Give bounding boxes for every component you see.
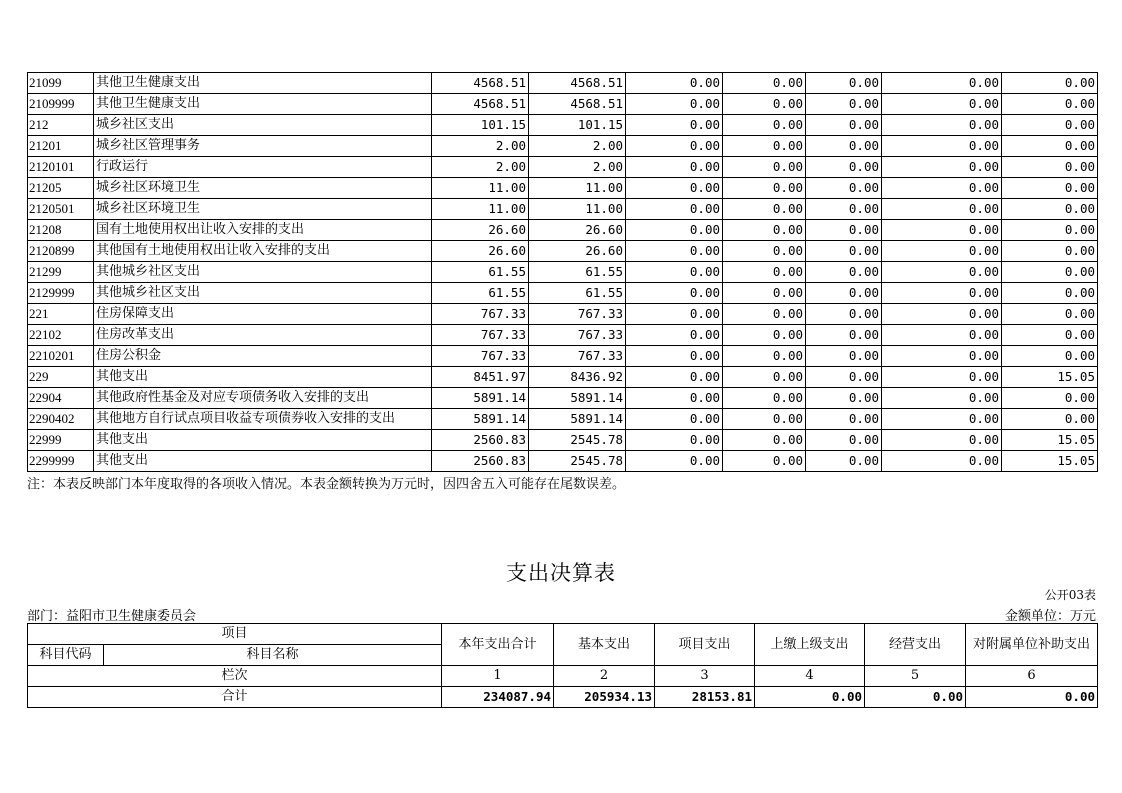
expenditure-table xyxy=(27,623,1098,708)
amount-cell: 0.00 xyxy=(882,325,1002,346)
amount-cell: 11.00 xyxy=(529,199,626,220)
amount-cell: 0.00 xyxy=(723,262,806,283)
amount-cell: 0.00 xyxy=(626,262,723,283)
amount-cell: 0.00 xyxy=(806,136,882,157)
amount-cell: 767.33 xyxy=(529,346,626,367)
amount-cell: 767.33 xyxy=(529,304,626,325)
amount-cell: 2545.78 xyxy=(529,451,626,472)
amount-cell: 0.00 xyxy=(626,367,723,388)
table-row xyxy=(28,178,1098,199)
amount-cell: 0.00 xyxy=(1002,388,1098,409)
amount-cell: 0.00 xyxy=(806,262,882,283)
amount-cell: 767.33 xyxy=(529,325,626,346)
subject-code-cell: 212 xyxy=(28,115,94,136)
amount-cell: 0.00 xyxy=(806,115,882,136)
amount-cell: 0.00 xyxy=(882,178,1002,199)
amount-cell: 4568.51 xyxy=(432,94,529,115)
table-row xyxy=(28,388,1098,409)
subject-code-cell: 22102 xyxy=(28,325,94,346)
amount-cell: 0.00 xyxy=(882,115,1002,136)
amount-cell: 2545.78 xyxy=(529,430,626,451)
table-row xyxy=(28,346,1098,367)
amount-cell: 0.00 xyxy=(626,157,723,178)
amount-cell: 0.00 xyxy=(723,115,806,136)
subject-name-cell: 住房保障支出 xyxy=(94,304,432,325)
amount-cell: 0.00 xyxy=(626,115,723,136)
subject-code-cell: 221 xyxy=(28,304,94,325)
amount-cell: 61.55 xyxy=(432,262,529,283)
header-project-expenditure: 项目支出 xyxy=(655,624,755,666)
amount-cell: 0.00 xyxy=(882,136,1002,157)
total-value: 205934.13 xyxy=(554,687,655,708)
amount-cell: 0.00 xyxy=(1002,241,1098,262)
amount-cell: 26.60 xyxy=(432,220,529,241)
amount-cell: 0.00 xyxy=(723,451,806,472)
subject-name-cell: 城乡社区管理事务 xyxy=(94,136,432,157)
amount-cell: 0.00 xyxy=(882,157,1002,178)
amount-cell: 2560.83 xyxy=(432,451,529,472)
subject-code-cell: 22904 xyxy=(28,388,94,409)
header-subject-code: 科目代码 xyxy=(28,645,104,666)
amount-cell: 101.15 xyxy=(529,115,626,136)
amount-cell: 15.05 xyxy=(1002,367,1098,388)
amount-cell: 0.00 xyxy=(626,451,723,472)
header-basic-expenditure: 基本支出 xyxy=(554,624,655,666)
amount-cell: 0.00 xyxy=(723,178,806,199)
amount-cell: 4568.51 xyxy=(432,73,529,94)
subject-name-cell: 其他支出 xyxy=(94,451,432,472)
subject-code-cell: 2210201 xyxy=(28,346,94,367)
total-value: 0.00 xyxy=(966,687,1098,708)
table-row xyxy=(28,262,1098,283)
amount-cell: 0.00 xyxy=(626,220,723,241)
subject-name-cell: 城乡社区环境卫生 xyxy=(94,178,432,199)
amount-cell: 0.00 xyxy=(723,325,806,346)
amount-cell: 0.00 xyxy=(723,73,806,94)
subject-name-cell: 其他支出 xyxy=(94,430,432,451)
table-row xyxy=(28,241,1098,262)
amount-cell: 2.00 xyxy=(432,157,529,178)
header-operating-expenditure: 经营支出 xyxy=(865,624,966,666)
index-number: 3 xyxy=(655,666,755,687)
subject-name-cell: 住房公积金 xyxy=(94,346,432,367)
amount-cell: 0.00 xyxy=(1002,409,1098,430)
amount-cell: 26.60 xyxy=(529,241,626,262)
total-value: 28153.81 xyxy=(655,687,755,708)
amount-cell: 0.00 xyxy=(1002,262,1098,283)
amount-cell: 2.00 xyxy=(529,136,626,157)
subject-name-cell: 行政运行 xyxy=(94,157,432,178)
subject-code-cell: 21208 xyxy=(28,220,94,241)
index-row xyxy=(28,666,1098,687)
amount-cell: 0.00 xyxy=(626,325,723,346)
amount-cell: 0.00 xyxy=(626,388,723,409)
amount-cell: 0.00 xyxy=(1002,304,1098,325)
amount-cell: 0.00 xyxy=(882,367,1002,388)
amount-cell: 0.00 xyxy=(882,283,1002,304)
index-number: 4 xyxy=(755,666,865,687)
amount-cell: 0.00 xyxy=(723,220,806,241)
table-row xyxy=(28,136,1098,157)
table-row xyxy=(28,304,1098,325)
amount-cell: 0.00 xyxy=(723,94,806,115)
amount-cell: 8436.92 xyxy=(529,367,626,388)
index-number: 5 xyxy=(865,666,966,687)
amount-cell: 11.00 xyxy=(432,199,529,220)
table-row xyxy=(28,94,1098,115)
amount-cell: 61.55 xyxy=(432,283,529,304)
amount-cell: 11.00 xyxy=(529,178,626,199)
amount-cell: 0.00 xyxy=(723,409,806,430)
amount-cell: 5891.14 xyxy=(529,388,626,409)
amount-cell: 0.00 xyxy=(882,199,1002,220)
header-project: 项目 xyxy=(28,624,442,645)
subject-code-cell: 2120899 xyxy=(28,241,94,262)
table-row xyxy=(28,199,1098,220)
amount-cell: 0.00 xyxy=(882,73,1002,94)
table-note: 注：本表反映部门本年度取得的各项收入情况。本表金额转换为万元时，因四舍五入可能存在尾数误差。 xyxy=(27,477,626,492)
amount-cell: 0.00 xyxy=(1002,199,1098,220)
total-value: 234087.94 xyxy=(442,687,554,708)
amount-cell: 2560.83 xyxy=(432,430,529,451)
amount-cell: 2.00 xyxy=(529,157,626,178)
amount-cell: 0.00 xyxy=(1002,136,1098,157)
index-number: 1 xyxy=(442,666,554,687)
amount-cell: 0.00 xyxy=(723,367,806,388)
table-row xyxy=(28,367,1098,388)
table-row xyxy=(28,283,1098,304)
amount-cell: 15.05 xyxy=(1002,451,1098,472)
table-row xyxy=(28,325,1098,346)
amount-cell: 0.00 xyxy=(806,367,882,388)
amount-cell: 0.00 xyxy=(723,430,806,451)
amount-cell: 0.00 xyxy=(1002,178,1098,199)
header-row xyxy=(28,624,1098,645)
amount-cell: 4568.51 xyxy=(529,94,626,115)
amount-cell: 0.00 xyxy=(1002,157,1098,178)
amount-cell: 0.00 xyxy=(723,241,806,262)
amount-unit-label: 金额单位：万元 xyxy=(1004,609,1096,624)
amount-cell: 0.00 xyxy=(882,241,1002,262)
subject-name-cell: 其他卫生健康支出 xyxy=(94,73,432,94)
amount-cell: 101.15 xyxy=(432,115,529,136)
amount-cell: 4568.51 xyxy=(529,73,626,94)
amount-cell: 767.33 xyxy=(432,304,529,325)
subject-code-cell: 21201 xyxy=(28,136,94,157)
amount-cell: 0.00 xyxy=(723,199,806,220)
amount-cell: 15.05 xyxy=(1002,430,1098,451)
index-label: 栏次 xyxy=(28,666,442,687)
amount-cell: 0.00 xyxy=(1002,220,1098,241)
total-row xyxy=(28,687,1098,708)
amount-cell: 0.00 xyxy=(806,283,882,304)
amount-cell: 0.00 xyxy=(806,346,882,367)
subject-code-cell: 21205 xyxy=(28,178,94,199)
amount-cell: 0.00 xyxy=(723,388,806,409)
subject-name-cell: 其他国有土地使用权出让收入安排的支出 xyxy=(94,241,432,262)
index-number: 2 xyxy=(554,666,655,687)
subject-name-cell: 其他城乡社区支出 xyxy=(94,283,432,304)
index-number: 6 xyxy=(966,666,1098,687)
department-label: 部门：益阳市卫生健康委员会 xyxy=(27,609,197,624)
amount-cell: 11.00 xyxy=(432,178,529,199)
amount-cell: 0.00 xyxy=(806,241,882,262)
amount-cell: 8451.97 xyxy=(432,367,529,388)
amount-cell: 0.00 xyxy=(806,304,882,325)
subject-name-cell: 其他政府性基金及对应专项债务收入安排的支出 xyxy=(94,388,432,409)
amount-cell: 0.00 xyxy=(806,94,882,115)
amount-cell: 61.55 xyxy=(529,283,626,304)
subject-code-cell: 21099 xyxy=(28,73,94,94)
subject-name-cell: 城乡社区环境卫生 xyxy=(94,199,432,220)
amount-cell: 0.00 xyxy=(1002,283,1098,304)
subject-name-cell: 其他卫生健康支出 xyxy=(94,94,432,115)
amount-cell: 0.00 xyxy=(626,409,723,430)
amount-cell: 5891.14 xyxy=(432,388,529,409)
amount-cell: 0.00 xyxy=(882,262,1002,283)
page-title: 支出决算表 xyxy=(506,561,616,585)
amount-cell: 0.00 xyxy=(806,220,882,241)
amount-cell: 0.00 xyxy=(806,451,882,472)
amount-cell: 0.00 xyxy=(806,325,882,346)
amount-cell: 0.00 xyxy=(723,283,806,304)
table-row xyxy=(28,220,1098,241)
amount-cell: 0.00 xyxy=(882,304,1002,325)
amount-cell: 0.00 xyxy=(806,157,882,178)
total-value: 0.00 xyxy=(755,687,865,708)
subject-name-cell: 其他支出 xyxy=(94,367,432,388)
amount-cell: 0.00 xyxy=(806,199,882,220)
table-row xyxy=(28,115,1098,136)
amount-cell: 0.00 xyxy=(882,430,1002,451)
amount-cell: 0.00 xyxy=(626,73,723,94)
amount-cell: 0.00 xyxy=(626,346,723,367)
subject-code-cell: 2290402 xyxy=(28,409,94,430)
amount-cell: 0.00 xyxy=(1002,94,1098,115)
amount-cell: 0.00 xyxy=(626,241,723,262)
table-row xyxy=(28,409,1098,430)
amount-cell: 26.60 xyxy=(529,220,626,241)
amount-cell: 0.00 xyxy=(723,157,806,178)
amount-cell: 0.00 xyxy=(626,199,723,220)
amount-cell: 0.00 xyxy=(882,451,1002,472)
amount-cell: 0.00 xyxy=(1002,73,1098,94)
table-row xyxy=(28,451,1098,472)
income-detail-table-body xyxy=(28,73,1098,472)
amount-cell: 767.33 xyxy=(432,325,529,346)
subject-code-cell: 2120101 xyxy=(28,157,94,178)
subject-name-cell: 其他地方自行试点项目收益专项债券收入安排的支出 xyxy=(94,409,432,430)
subject-name-cell: 城乡社区支出 xyxy=(94,115,432,136)
table-row xyxy=(28,157,1098,178)
amount-cell: 0.00 xyxy=(626,304,723,325)
subject-code-cell: 2129999 xyxy=(28,283,94,304)
amount-cell: 0.00 xyxy=(806,388,882,409)
total-value: 0.00 xyxy=(865,687,966,708)
subject-code-cell: 2109999 xyxy=(28,94,94,115)
income-detail-table xyxy=(27,72,1098,472)
subject-code-cell: 21299 xyxy=(28,262,94,283)
amount-cell: 5891.14 xyxy=(529,409,626,430)
form-number: 公开03表 xyxy=(1044,588,1096,602)
amount-cell: 0.00 xyxy=(626,430,723,451)
amount-cell: 0.00 xyxy=(1002,115,1098,136)
amount-cell: 0.00 xyxy=(1002,346,1098,367)
amount-cell: 5891.14 xyxy=(432,409,529,430)
amount-cell: 0.00 xyxy=(806,409,882,430)
amount-cell: 0.00 xyxy=(626,283,723,304)
amount-cell: 0.00 xyxy=(882,388,1002,409)
amount-cell: 0.00 xyxy=(882,346,1002,367)
header-total-expenditure: 本年支出合计 xyxy=(442,624,554,666)
amount-cell: 0.00 xyxy=(626,136,723,157)
header-subject-name: 科目名称 xyxy=(104,645,442,666)
subject-code-cell: 2120501 xyxy=(28,199,94,220)
amount-cell: 0.00 xyxy=(626,178,723,199)
table-row xyxy=(28,73,1098,94)
amount-cell: 61.55 xyxy=(529,262,626,283)
amount-cell: 26.60 xyxy=(432,241,529,262)
amount-cell: 0.00 xyxy=(882,409,1002,430)
subject-name-cell: 其他城乡社区支出 xyxy=(94,262,432,283)
subject-name-cell: 住房改革支出 xyxy=(94,325,432,346)
header-subsidy-expenditure: 对附属单位补助支出 xyxy=(966,624,1098,666)
amount-cell: 0.00 xyxy=(723,304,806,325)
amount-cell: 0.00 xyxy=(806,178,882,199)
subject-code-cell: 22999 xyxy=(28,430,94,451)
header-upper-level-expenditure: 上缴上级支出 xyxy=(755,624,865,666)
amount-cell: 0.00 xyxy=(806,73,882,94)
amount-cell: 0.00 xyxy=(723,346,806,367)
amount-cell: 0.00 xyxy=(626,94,723,115)
amount-cell: 2.00 xyxy=(432,136,529,157)
amount-cell: 0.00 xyxy=(882,94,1002,115)
table-row xyxy=(28,430,1098,451)
subject-name-cell: 国有土地使用权出让收入安排的支出 xyxy=(94,220,432,241)
amount-cell: 0.00 xyxy=(723,136,806,157)
subject-code-cell: 2299999 xyxy=(28,451,94,472)
total-label: 合计 xyxy=(28,687,442,708)
amount-cell: 767.33 xyxy=(432,346,529,367)
amount-cell: 0.00 xyxy=(882,220,1002,241)
subject-code-cell: 229 xyxy=(28,367,94,388)
amount-cell: 0.00 xyxy=(1002,325,1098,346)
amount-cell: 0.00 xyxy=(806,430,882,451)
